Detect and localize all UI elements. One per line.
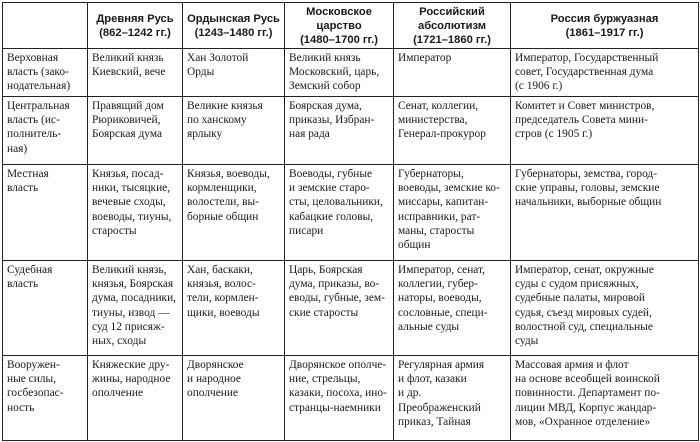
table-cell: Воеводы, губные и земские старо- сты, целовальники, кабацкие головы, писари bbox=[285, 165, 394, 261]
table-cell: Комитет и Совет министров, председатель Совета мини- стров (с 1905 г.) bbox=[511, 97, 699, 165]
table-cell: Царь, Боярская дума, приказы, во- еводы, губные, зем- ские старосты bbox=[285, 261, 394, 356]
table-cell: Губернаторы, земства, город- ские управы, головы, земские начальники, выборные общин bbox=[511, 165, 699, 261]
header-russian-absolutism: Российский абсолютизм (1721–1860 гг.) bbox=[394, 3, 511, 49]
row-label-armed-forces: Вооружен- ные силы, госбезопас- ность bbox=[3, 356, 88, 441]
header-moscow-tsardom: Московское царство (1480–1700 гг.) bbox=[285, 3, 394, 49]
header-corner-cell bbox=[3, 3, 88, 49]
table-cell: Великий князь Киевский, вече bbox=[88, 49, 183, 97]
row-label-central-power: Центральная власть (ис- полнитель- ная) bbox=[3, 97, 88, 165]
table-cell: Сенат, коллегии, министерства, Генерал-прокурор bbox=[394, 97, 511, 165]
table-cell: Император bbox=[394, 49, 511, 97]
table-header-row bbox=[3, 3, 699, 49]
row-label-local-power: Местная власть bbox=[3, 165, 88, 261]
table-row-supreme-power bbox=[3, 49, 699, 97]
table-cell: Великий князь, князья, Боярская дума, посадники, тиуны, извод — суд 12 присяж- ных, сходы bbox=[88, 261, 183, 356]
header-bourgeois-russia: Россия буржуазная (1861–1917 гг.) bbox=[511, 3, 699, 49]
table-row-armed-forces bbox=[3, 356, 699, 441]
table-cell: Хан Золотой Орды bbox=[183, 49, 285, 97]
table-row-judicial-power bbox=[3, 261, 699, 356]
table-row-central-power bbox=[3, 97, 699, 165]
table-cell: Дворянское ополче- ние, стрельцы, казаки, посоха, ино- странцы-наемники bbox=[285, 356, 394, 441]
table-cell: Княжеские дру- жины, народное ополчение bbox=[88, 356, 183, 441]
table-cell: Массовая армия и флот на основе всеобщей воинской повинности. Департамент по- лиции МВД, Корпус жандар- мов, «Охранное отделение» bbox=[511, 356, 699, 441]
header-horde-rus: Ордынская Русь (1243–1480 гг.) bbox=[183, 3, 285, 49]
history-comparison-table bbox=[2, 2, 699, 441]
row-label-judicial-power: Судебная власть bbox=[3, 261, 88, 356]
table-cell: Великие князья по ханскому ярлыку bbox=[183, 97, 285, 165]
table-cell: Император, сенат, коллегии, губер- наторы, воеводы, сословные, специ- альные суды bbox=[394, 261, 511, 356]
table-cell: Император, сенат, окружные суды с судом присяжных, судебные палаты, мировой судья, съезд мировых судей, волостной суд, специальные суды bbox=[511, 261, 699, 356]
table-cell: Дворянское и народное ополчение bbox=[183, 356, 285, 441]
table-cell: Хан, баскаки, князья, волос- тели, кормлен- щики, воеводы bbox=[183, 261, 285, 356]
table-cell: Регулярная армия и флот, казаки и др. Преображенский приказ, Тайная bbox=[394, 356, 511, 441]
row-label-supreme-power: Верховная власть (зако- нодательная) bbox=[3, 49, 88, 97]
table-cell: Боярская дума, приказы, Избран- ная рада bbox=[285, 97, 394, 165]
table-cell: Князья, посад- ники, тысяцкие, вечевые сходы, воеводы, тиуны, старосты bbox=[88, 165, 183, 261]
header-ancient-rus: Древняя Русь (862–1242 гг.) bbox=[88, 3, 183, 49]
table-cell: Император, Государственный совет, Государственная дума (с 1906 г.) bbox=[511, 49, 699, 97]
table-cell: Губернаторы, воеводы, земские ко- миссары, капитан- исправники, рат- маны, старосты общин bbox=[394, 165, 511, 261]
table-cell: Правящий дом Рюриковичей, Боярская дума bbox=[88, 97, 183, 165]
table-cell: Великий князь Московский, царь, Земский собор bbox=[285, 49, 394, 97]
table-cell: Князья, воеводы, кормленщики, волостели, вы- борные общин bbox=[183, 165, 285, 261]
table-row-local-power bbox=[3, 165, 699, 261]
